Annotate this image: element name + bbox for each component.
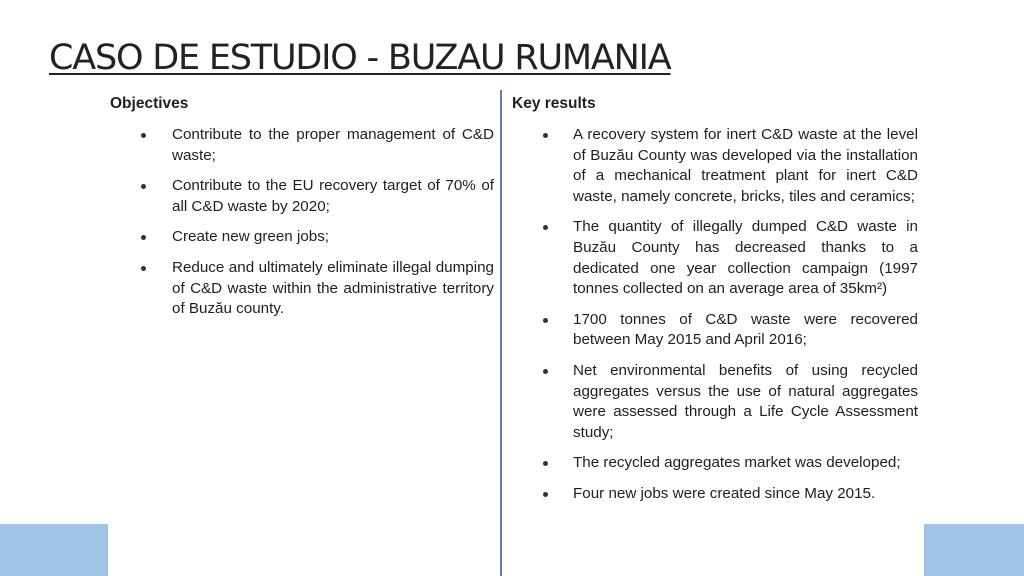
result-text: 1700 tonnes of C&D waste were recovered between May 2015 and April 2016; bbox=[573, 310, 918, 349]
result-text: The recycled aggregates market was developed; bbox=[573, 454, 901, 472]
objectives-heading: Objectives bbox=[110, 95, 189, 112]
list-item bbox=[512, 125, 918, 207]
objective-text: Contribute to the EU recovery target of 70% of all C&D waste by 2020; bbox=[172, 177, 494, 215]
list-item bbox=[512, 217, 918, 299]
objectives-list bbox=[110, 125, 494, 320]
decorative-corner-left bbox=[0, 524, 108, 576]
bullet-icon bbox=[543, 225, 548, 230]
decorative-corner-right bbox=[924, 524, 1024, 576]
result-text: The quantity of illegally dumped C&D waste in Buzău County has decreased thanks to a dedicated one year collection campaign (1997 tonnes collected on an average area of 35km²) bbox=[573, 218, 918, 298]
list-item bbox=[512, 484, 918, 505]
list-item bbox=[110, 227, 494, 248]
key-results-column bbox=[512, 94, 918, 515]
result-text: A recovery system for inert C&D waste at the level of Buzău County was developed via the installation of a mechanical treatment plant for inert C&D waste, namely concrete, bricks, tiles and ceramics; bbox=[573, 126, 918, 205]
objective-text: Reduce and ultimately eliminate illegal dumping of C&D waste within the administrative territory of Buzău county. bbox=[172, 258, 494, 318]
list-item bbox=[512, 310, 918, 351]
bullet-icon bbox=[543, 133, 548, 138]
bullet-icon bbox=[141, 133, 146, 138]
list-item bbox=[110, 125, 494, 166]
objective-text: Contribute to the proper management of C&D waste; bbox=[172, 126, 494, 164]
bullet-icon bbox=[543, 369, 548, 374]
objectives-column bbox=[110, 94, 494, 330]
list-item bbox=[512, 361, 918, 443]
result-text: Net environmental benefits of using recycled aggregates versus the use of natural aggregates were assessed through a Life Cycle Assessment study; bbox=[573, 361, 918, 441]
slide-title: CASO DE ESTUDIO - BUZAU RUMANIA bbox=[49, 38, 671, 78]
column-divider bbox=[500, 90, 502, 576]
bullet-icon bbox=[141, 184, 146, 189]
bullet-icon bbox=[543, 318, 548, 323]
key-results-list bbox=[512, 125, 918, 505]
key-results-heading: Key results bbox=[512, 95, 596, 112]
objective-text: Create new green jobs; bbox=[172, 228, 330, 246]
list-item bbox=[110, 258, 494, 320]
bullet-icon bbox=[141, 235, 146, 240]
list-item bbox=[512, 453, 918, 474]
bullet-icon bbox=[543, 461, 548, 466]
list-item bbox=[110, 176, 494, 217]
bullet-icon bbox=[543, 492, 548, 497]
bullet-icon bbox=[141, 266, 146, 271]
result-text: Four new jobs were created since May 2015. bbox=[573, 484, 876, 502]
